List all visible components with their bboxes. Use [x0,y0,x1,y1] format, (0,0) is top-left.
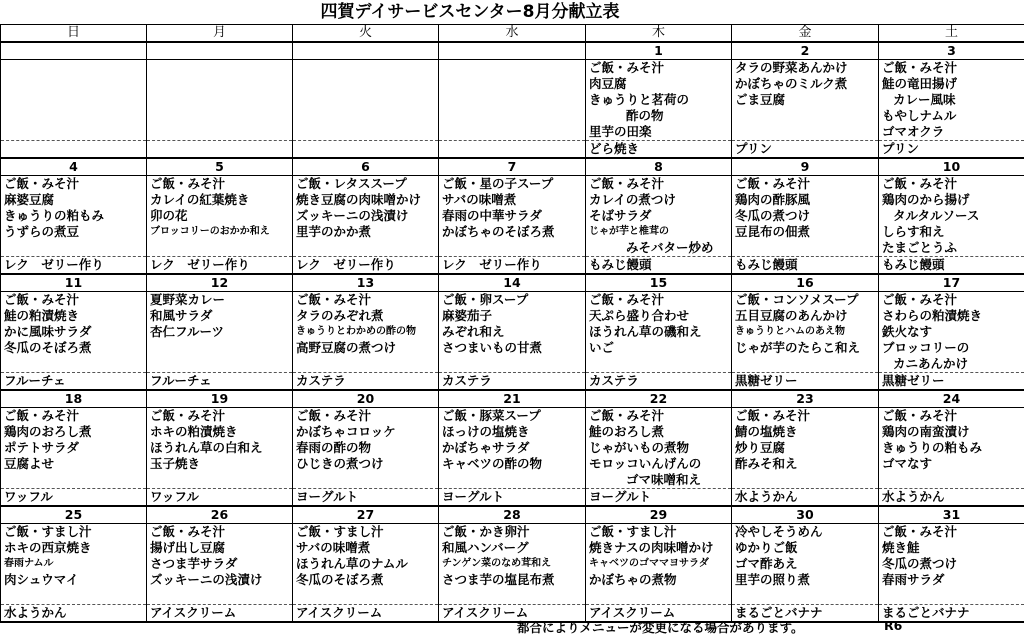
menu-item: キャベツの酢の物 [439,456,586,472]
menu-item: ご飯・みそ汁 [586,60,732,77]
dessert-item: 黒糖ゼリー [879,373,1024,391]
menu-item: 焼きナスの肉味噌かけ [586,540,732,556]
menu-item [147,92,293,108]
menu-item [439,356,586,373]
menu-item [732,240,879,257]
dessert-row [1,489,1024,507]
menu-item: ご飯・みそ汁 [586,408,732,425]
dessert-item: ワッフル [1,489,147,507]
dessert-item: 水ようかん [1,605,147,623]
menu-item: ご飯・みそ汁 [879,60,1024,77]
menu-item: ご飯・みそ汁 [586,176,732,193]
menu-item: 和風サラダ [147,308,293,324]
dessert-item: アイスクリーム [293,605,439,623]
dessert-item: カステラ [439,373,586,391]
menu-row [1,424,1024,440]
weekday-header: 月 [147,25,293,43]
menu-row [1,176,1024,193]
menu-row [1,456,1024,472]
menu-item: ゴマオクラ [879,124,1024,141]
menu-row [1,192,1024,208]
menu-row [1,108,1024,124]
menu-item: ご飯・卵スープ [439,292,586,309]
menu-item: ご飯・みそ汁 [732,176,879,193]
date-number: 17 [879,274,1024,292]
menu-item [147,124,293,141]
date-number: 11 [1,274,147,292]
menu-row [1,240,1024,257]
menu-item: ご飯・豚菜スープ [439,408,586,425]
menu-row [1,76,1024,92]
menu-item [1,124,147,141]
menu-item: ご飯・すまし汁 [586,524,732,541]
menu-item: 玉子焼き [147,456,293,472]
date-number: 12 [147,274,293,292]
date-row [1,42,1024,60]
menu-item: ブロッコリーの [879,340,1024,356]
menu-item: しらす和え [879,224,1024,240]
menu-row [1,524,1024,541]
menu-item: 冬瓜のそぼろ煮 [293,572,439,588]
menu-item: 肉シュウマイ [1,572,147,588]
menu-item: ご飯・レタススープ [293,176,439,193]
menu-item [879,472,1024,489]
menu-item [293,92,439,108]
dessert-item: カステラ [293,373,439,391]
menu-item: ゴマ味噌和え [586,472,732,489]
menu-item: さつま芋の塩昆布煮 [439,572,586,588]
dessert-item: どら焼き [586,141,732,159]
menu-item: カニあんかけ [879,356,1024,373]
menu-item: ご飯・みそ汁 [879,524,1024,541]
menu-item: 酢の物 [586,108,732,124]
menu-item: ご飯・みそ汁 [147,524,293,541]
date-number: 2 [732,42,879,60]
menu-row [1,124,1024,141]
menu-item [1,92,147,108]
menu-item [879,588,1024,605]
dessert-item: ヨーグルト [439,489,586,507]
menu-item [439,76,586,92]
menu-row [1,540,1024,556]
menu-item [293,356,439,373]
date-row [1,158,1024,176]
menu-item [147,472,293,489]
menu-item [147,340,293,356]
menu-item: 夏野菜カレー [147,292,293,309]
menu-item: かぼちゃサラダ [439,440,586,456]
menu-item: ご飯・すまし汁 [293,524,439,541]
menu-item: 天ぷら盛り合わせ [586,308,732,324]
dessert-item: ヨーグルト [293,489,439,507]
menu-item: カレイの煮つけ [586,192,732,208]
dessert-item: カステラ [586,373,732,391]
menu-item [293,76,439,92]
menu-item [147,76,293,92]
menu-item: ご飯・みそ汁 [879,292,1024,309]
menu-item [439,472,586,489]
menu-row [1,356,1024,373]
menu-item [1,108,147,124]
menu-item: カレイの紅葉焼き [147,192,293,208]
dessert-item: もみじ饅頭 [732,257,879,275]
menu-item: きゅうりと茗荷の [586,92,732,108]
weekday-header: 火 [293,25,439,43]
menu-item [439,92,586,108]
dessert-item: フルーチェ [147,373,293,391]
menu-item: 鶏肉のから揚げ [879,192,1024,208]
menu-item: 焼き鮭 [879,540,1024,556]
menu-item: ご飯・みそ汁 [1,408,147,425]
dessert-row [1,257,1024,275]
dessert-item [1,141,147,159]
menu-item [732,472,879,489]
menu-item [439,588,586,605]
menu-item: ご飯・みそ汁 [1,176,147,193]
menu-item: かに風味サラダ [1,324,147,340]
menu-item: ご飯・コンソメスープ [732,292,879,309]
menu-row [1,208,1024,224]
dessert-item: レク ゼリー作り [439,257,586,275]
menu-item: ご飯・みそ汁 [586,292,732,309]
menu-item: 揚げ出し豆腐 [147,540,293,556]
dessert-item: アイスクリーム [147,605,293,623]
dessert-item: まるごとバナナ [879,605,1024,623]
menu-row [1,224,1024,240]
weekday-header: 水 [439,25,586,43]
menu-item: さわらの粕漬焼き [879,308,1024,324]
date-number [147,42,293,60]
menu-row [1,324,1024,340]
menu-item: モロッコいんげんの [586,456,732,472]
menu-item: 豆腐よせ [1,456,147,472]
menu-item: タラの野菜あんかけ [732,60,879,77]
menu-item [1,356,147,373]
menu-item: タラのみぞれ煮 [293,308,439,324]
menu-item: じゃが芋のたらこ和え [732,340,879,356]
menu-item: 鉄火なす [879,324,1024,340]
menu-item: 冷やしそうめん [732,524,879,541]
date-number: 31 [879,506,1024,524]
menu-item: 焼き豆腐の肉味噌かけ [293,192,439,208]
menu-row [1,292,1024,309]
menu-item: ご飯・星の子スープ [439,176,586,193]
menu-item: 冬瓜のそぼろ煮 [1,340,147,356]
menu-row [1,308,1024,324]
menu-row [1,340,1024,356]
menu-item: サバの味噌煮 [439,192,586,208]
menu-item: ゴマなす [879,456,1024,472]
date-number: 28 [439,506,586,524]
dessert-item [293,141,439,159]
dessert-item: レク ゼリー作り [293,257,439,275]
menu-item: ご飯・かき卵汁 [439,524,586,541]
date-number [439,42,586,60]
menu-item [1,588,147,605]
date-number: 14 [439,274,586,292]
menu-item: カレー風味 [879,92,1024,108]
menu-item [732,124,879,141]
menu-item: かぼちゃのそぼろ煮 [439,224,586,240]
menu-item [147,108,293,124]
menu-item: 卯の花 [147,208,293,224]
menu-item: サバの味噌煮 [293,540,439,556]
menu-item: さつまいもの甘煮 [439,340,586,356]
menu-item: きゅうりとわかめの酢の物 [293,324,439,340]
menu-item: ズッキーニの浅漬け [293,208,439,224]
dessert-item: 水ようかん [879,489,1024,507]
menu-item: じゃが芋と椎茸の [586,224,732,240]
date-number: 25 [1,506,147,524]
date-number: 5 [147,158,293,176]
menu-item [439,60,586,77]
menu-item: ご飯・みそ汁 [879,408,1024,425]
menu-row [1,408,1024,425]
menu-item: タルタルソース [879,208,1024,224]
menu-item: きゅうりとハムのあえ物 [732,324,879,340]
menu-item: 麻婆茄子 [439,308,586,324]
menu-item [147,356,293,373]
menu-item: ご飯・みそ汁 [293,292,439,309]
menu-row [1,588,1024,605]
date-number: 20 [293,390,439,408]
dessert-item: フルーチェ [1,373,147,391]
menu-item: かぼちゃのミルク煮 [732,76,879,92]
dessert-row [1,373,1024,391]
dessert-item: ワッフル [147,489,293,507]
menu-item: ズッキーニの浅漬け [147,572,293,588]
menu-item: ご飯・みそ汁 [147,176,293,193]
menu-item: キャベツのゴママヨサラダ [586,556,732,572]
menu-item: ご飯・すまし汁 [1,524,147,541]
menu-item: たまごとうふ [879,240,1024,257]
menu-item: 和風ハンバーグ [439,540,586,556]
menu-item: ほっけの塩焼き [439,424,586,440]
menu-item: ご飯・みそ汁 [1,292,147,309]
menu-item [732,108,879,124]
dessert-item: もみじ饅頭 [879,257,1024,275]
menu-item: 里芋の田楽 [586,124,732,141]
page-title: 四賀デイサービスセンター8月分献立表 [320,2,620,22]
date-number: 7 [439,158,586,176]
dessert-row [1,141,1024,159]
menu-item: じゃがいもの煮物 [586,440,732,456]
dessert-item: プリン [732,141,879,159]
menu-item: ポテトサラダ [1,440,147,456]
menu-item: 鮭の粕漬焼き [1,308,147,324]
menu-item: みそバター炒め [586,240,732,257]
dessert-item [439,141,586,159]
weekday-header: 木 [586,25,732,43]
date-number [293,42,439,60]
menu-item: 麻婆豆腐 [1,192,147,208]
menu-item: 里芋の照り煮 [732,572,879,588]
menu-item [293,108,439,124]
footer-note: 都合によりメニューが変更になる場合があります。 [517,620,804,635]
date-number: 8 [586,158,732,176]
date-number: 13 [293,274,439,292]
menu-row [1,60,1024,77]
menu-item: ご飯・みそ汁 [147,408,293,425]
menu-item: ほうれん草のナムル [293,556,439,572]
menu-item: きゅうりの粕もみ [879,440,1024,456]
date-number: 27 [293,506,439,524]
menu-item [147,60,293,77]
dessert-item: レク ゼリー作り [147,257,293,275]
menu-item: ホキの粕漬焼き [147,424,293,440]
date-number: 4 [1,158,147,176]
menu-item: 鯖の塩焼き [732,424,879,440]
menu-item [293,588,439,605]
menu-item: チンゲン菜のなめ茸和え [439,556,586,572]
dessert-item: レク ゼリー作り [1,257,147,275]
menu-item [1,240,147,257]
dessert-item: プリン [879,141,1024,159]
menu-item: もやしナムル [879,108,1024,124]
menu-item: 炒り豆腐 [732,440,879,456]
date-number: 23 [732,390,879,408]
dessert-item [147,141,293,159]
dessert-row [1,605,1024,623]
menu-item: 鶏肉のおろし煮 [1,424,147,440]
menu-item: 春雨の酢の物 [293,440,439,456]
date-number: 16 [732,274,879,292]
menu-row [1,572,1024,588]
menu-item: ごま豆腐 [732,92,879,108]
menu-item: そばサラダ [586,208,732,224]
menu-item: 春雨の中華サラダ [439,208,586,224]
date-number: 9 [732,158,879,176]
menu-item: 里芋のかか煮 [293,224,439,240]
menu-item [293,240,439,257]
menu-item [1,472,147,489]
date-number: 29 [586,506,732,524]
menu-item: 鮭のおろし煮 [586,424,732,440]
date-number [1,42,147,60]
date-number: 24 [879,390,1024,408]
menu-item: さつま芋サラダ [147,556,293,572]
dessert-item: アイスクリーム [586,605,732,623]
date-number: 22 [586,390,732,408]
menu-item: ご飯・みそ汁 [293,408,439,425]
menu-item [586,356,732,373]
dessert-item: もみじ饅頭 [586,257,732,275]
weekday-header: 土 [879,25,1024,43]
menu-item: みぞれ和え [439,324,586,340]
footer-code: R6 [884,618,903,633]
menu-item: いご [586,340,732,356]
menu-item [732,356,879,373]
menu-item [439,108,586,124]
date-number: 1 [586,42,732,60]
menu-item: 冬瓜の煮つけ [879,556,1024,572]
menu-item: ゴマ酢あえ [732,556,879,572]
menu-calendar [0,24,1024,623]
dessert-item: 黒糖ゼリー [732,373,879,391]
menu-item: 杏仁フルーツ [147,324,293,340]
menu-item [147,240,293,257]
date-number: 19 [147,390,293,408]
menu-item: ご飯・みそ汁 [879,176,1024,193]
menu-item: 鶏肉の酢豚風 [732,192,879,208]
dessert-item: アイスクリーム [439,605,586,623]
menu-item [1,60,147,77]
menu-row [1,556,1024,572]
dessert-item: ヨーグルト [586,489,732,507]
menu-item: ひじきの煮つけ [293,456,439,472]
date-number: 10 [879,158,1024,176]
menu-item: かぼちゃの煮物 [586,572,732,588]
date-number: 3 [879,42,1024,60]
weekday-header-row [1,25,1024,43]
weekday-header: 日 [1,25,147,43]
date-number: 30 [732,506,879,524]
menu-item: 肉豆腐 [586,76,732,92]
menu-item: 鶏肉の南蛮漬け [879,424,1024,440]
date-number: 18 [1,390,147,408]
dessert-item: まるごとバナナ [732,605,879,623]
menu-item: ゆかりご飯 [732,540,879,556]
date-number: 21 [439,390,586,408]
menu-row [1,472,1024,489]
menu-item: 鮭の竜田揚げ [879,76,1024,92]
menu-item [439,124,586,141]
menu-item [1,76,147,92]
date-number: 6 [293,158,439,176]
menu-item: うずらの煮豆 [1,224,147,240]
menu-row [1,440,1024,456]
menu-item: ご飯・みそ汁 [732,408,879,425]
menu-item: 豆昆布の佃煮 [732,224,879,240]
menu-item [293,472,439,489]
weekday-header: 金 [732,25,879,43]
menu-item [293,60,439,77]
date-row [1,274,1024,292]
menu-item: 冬瓜の煮つけ [732,208,879,224]
menu-item: かぼちゃコロッケ [293,424,439,440]
menu-item: 五目豆腐のあんかけ [732,308,879,324]
menu-row [1,92,1024,108]
date-number: 15 [586,274,732,292]
menu-item: ほうれん草の磯和え [586,324,732,340]
menu-item: 酢みそ和え [732,456,879,472]
menu-item [586,588,732,605]
menu-item: 高野豆腐の煮つけ [293,340,439,356]
menu-item [147,588,293,605]
menu-item: 春雨ナムル [1,556,147,572]
menu-item: きゅうりの粕もみ [1,208,147,224]
date-number: 26 [147,506,293,524]
menu-item [293,124,439,141]
menu-item: ホキの西京焼き [1,540,147,556]
menu-item: 春雨サラダ [879,572,1024,588]
menu-item: ブロッコリーのおかか和え [147,224,293,240]
menu-item [732,588,879,605]
menu-item [439,240,586,257]
dessert-item: 水ようかん [732,489,879,507]
menu-item: ほうれん草の白和え [147,440,293,456]
date-row [1,506,1024,524]
date-row [1,390,1024,408]
